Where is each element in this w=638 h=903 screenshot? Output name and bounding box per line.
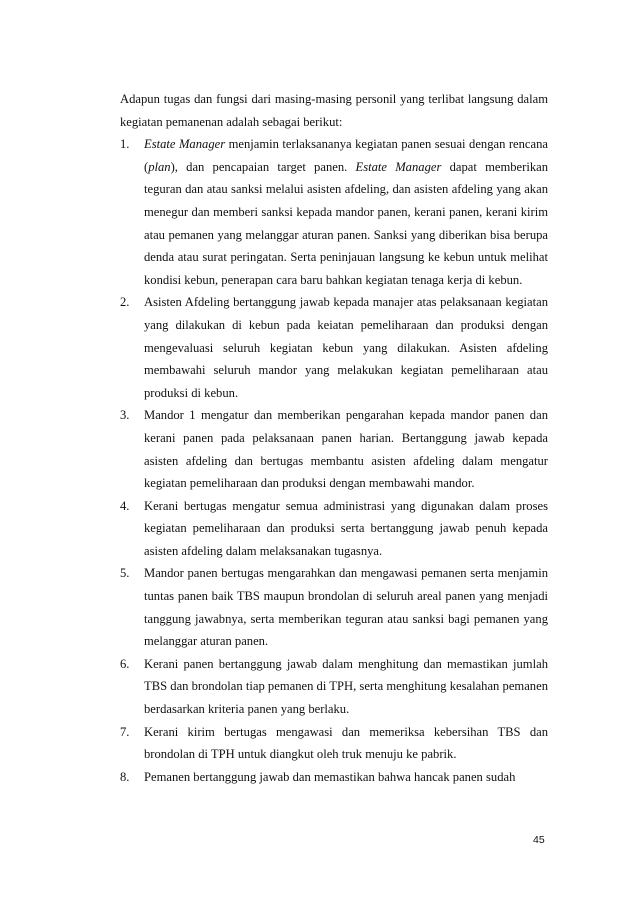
list-item-number: 4.	[120, 498, 130, 513]
italic-term: plan	[148, 159, 171, 174]
list-item	[120, 653, 548, 721]
list-item	[120, 562, 548, 652]
list-item-text: Mandor panen bertugas mengarahkan dan mengawasi pemanen serta menjamin tuntas panen baik TBS maupun brondolan di seluruh areal panen yang menjadi tanggung jawabnya, serta memberikan teguran atau sanksi bagi pemanen yang melanggar aturan panen.	[144, 566, 548, 649]
list-item-number: 7.	[120, 724, 130, 739]
list-item	[120, 133, 548, 291]
list-item	[120, 495, 548, 563]
list-item-text: Asisten Afdeling bertanggung jawab kepada manajer atas pelaksanaan kegiatan yang dilakukan di kebun pada keiatan pemeliharaan dan produksi dengan mengevaluasi seluruh kegiatan kebun yang dilakukan. Asisten afdeling membawahi seluruh mandor yang melakukan kegiatan pemeliharaan atau produksi di kebun.	[144, 295, 548, 400]
list-item-number: 1.	[120, 137, 130, 152]
list-item-number: 5.	[120, 566, 130, 581]
list-item-text: Kerani bertugas mengatur semua administrasi yang digunakan dalam proses kegiatan pemeliharaan dan produksi serta bertanggung jawab penuh kepada asisten afdeling dalam melaksanakan tugasnya.	[144, 498, 548, 558]
list-item-text: Mandor 1 mengatur dan memberikan pengarahan kepada mandor panen dan kerani panen pada pelaksanaan panen harian. Bertanggung jawab kepada asisten afdeling dan bertugas membantu asisten afdeling dalam mengatur kegiatan pemeliharaan dan produksi dengan membawahi mandor.	[144, 408, 548, 491]
list-item-number: 6.	[120, 656, 130, 671]
list-item-text: menjamin terlaksananya kegiatan panen sesuai dengan rencana (	[144, 137, 549, 174]
list-item-number: 3.	[120, 408, 130, 423]
list-item-number: 8.	[120, 769, 130, 784]
body-text	[120, 88, 548, 788]
list-item	[120, 291, 548, 404]
list-item-text: Pemanen bertanggung jawab dan memastikan bahwa hancak panen sudah	[144, 769, 516, 784]
list-item	[120, 721, 548, 766]
italic-term: Estate Manager	[144, 137, 226, 152]
list-item-number: 2.	[120, 295, 130, 310]
italic-term: Estate Manager	[355, 159, 442, 174]
intro-paragraph: Adapun tugas dan fungsi dari masing-masing personil yang terlibat langsung dalam kegiatan pemanenan adalah sebagai berikut:	[120, 92, 548, 129]
list-item-text: Kerani kirim bertugas mengawasi dan memeriksa kebersihan TBS dan brondolan di TPH untuk diangkut oleh truk menuju ke pabrik.	[144, 724, 548, 762]
list-item	[120, 404, 548, 494]
list-item-text: dapat memberikan teguran dan atau sanksi melalui asisten afdeling, dan asisten afdeling yang akan menegur dan memberi sanksi kepada mandor panen, kerani panen, kerani kirim atau pemanen yang melanggar aturan panen. Sanksi yang diberikan bisa berupa denda atau surat peringatan. Serta peninjauan langsung ke kebun untuk melihat kondisi kebun, penerapan cara baru bahkan kegiatan tenaga kerja di kebun.	[144, 159, 549, 287]
list-item	[120, 766, 548, 789]
list-item-text: Kerani panen bertanggung jawab dalam menghitung dan memastikan jumlah TBS dan brondolan tiap pemanen di TPH, serta menghitung kesalahan pemanen berdasarkan kriteria panen yang berlaku.	[144, 656, 548, 717]
list-item-text: ), dan pencapaian target panen.	[170, 159, 356, 174]
numbered-list	[120, 133, 548, 788]
page-number: 45	[533, 834, 545, 846]
